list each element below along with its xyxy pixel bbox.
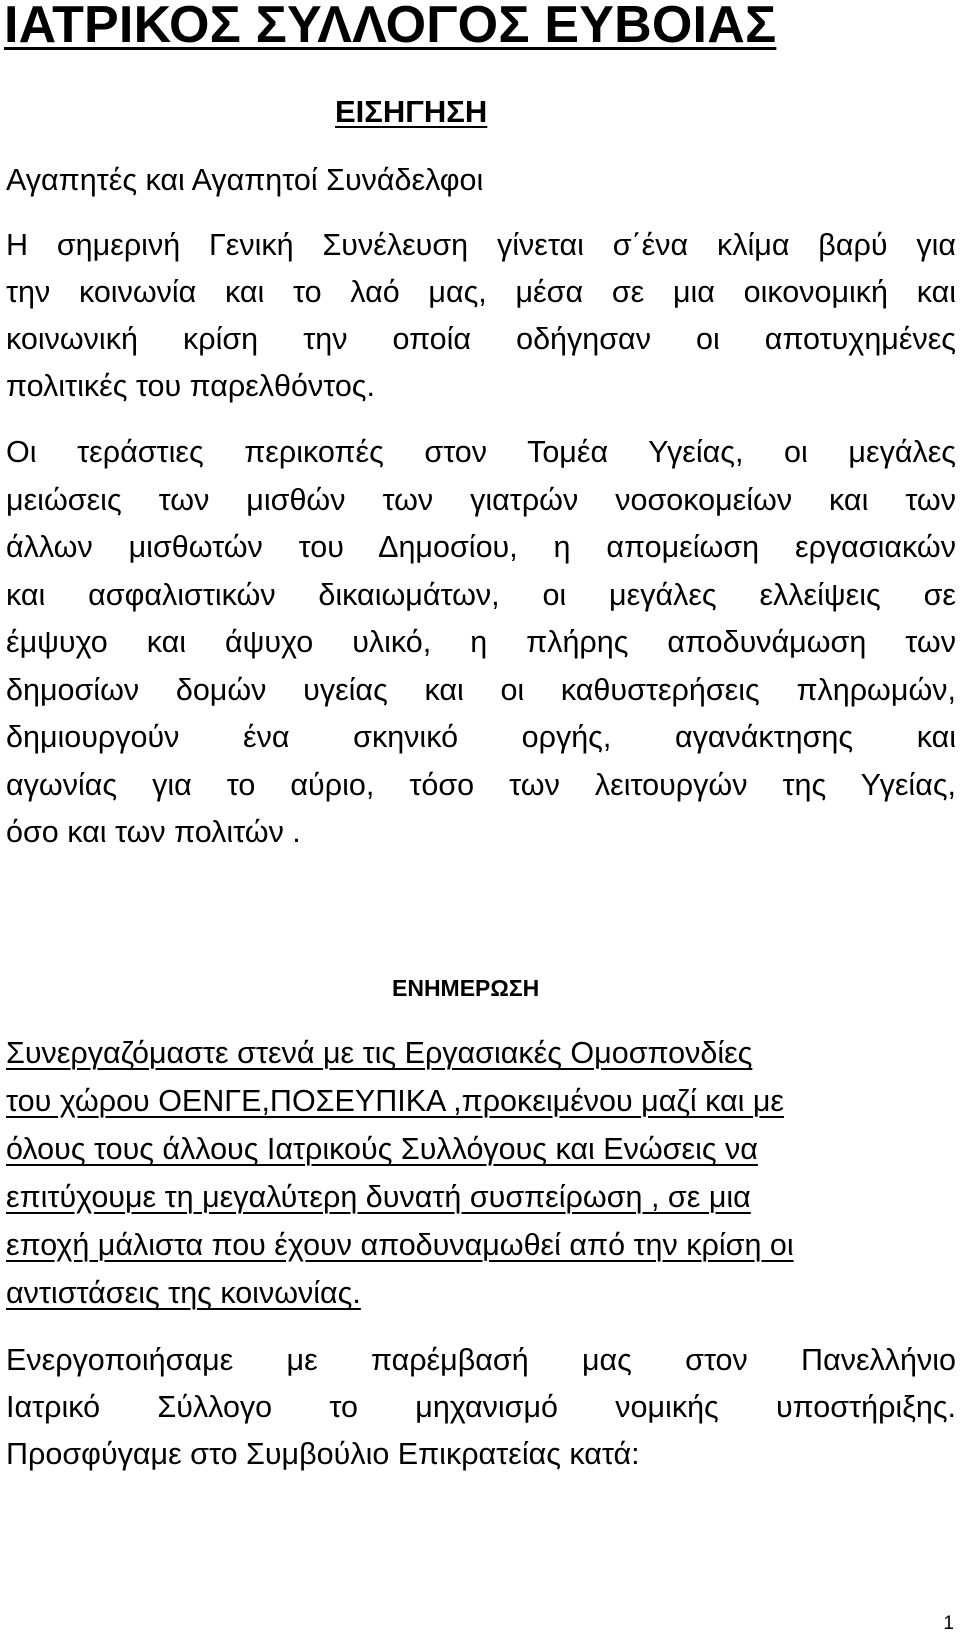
text-line: αντιστάσεις της κοινωνίας. — [6, 1276, 361, 1310]
text-line: δημιουργούν ένα σκηνικό οργής, αγανάκτησης και — [6, 720, 956, 754]
text-line: επιτύχουμε τη μεγαλύτερη δυνατή συσπείρωση , σε μια — [6, 1180, 751, 1214]
page-number: 1 — [943, 1613, 954, 1634]
text-line: άλλων μισθωτών του Δημοσίου, η απομείωση εργασιακών — [6, 530, 956, 564]
text-line: Η σημερινή Γενική Συνέλευση γίνεται σ΄ένα κλίμα βαρύ για — [6, 228, 956, 262]
text-line: κοινωνική κρίση την οποία οδήγησαν οι αποτυχημένες — [6, 322, 956, 356]
salutation: Αγαπητές και Αγαπητοί Συνάδελφοι — [6, 163, 484, 197]
text-line: δημοσίων δομών υγείας και οι καθυστερήσεις πληρωμών, — [6, 673, 956, 707]
text-line: Ενεργοποιήσαμε με παρέμβασή μας στον Πανελλήνιο — [6, 1343, 956, 1377]
text-line: μειώσεις των μισθών των γιατρών νοσοκομείων και των — [6, 483, 956, 517]
text-line: Ιατρικό Σύλλογο το μηχανισμό νομικής υποστήριξης. — [6, 1390, 956, 1424]
document-title: ΙΑΤΡΙΚΟΣ ΣΥΛΛΟΓΟΣ ΕΥΒΟΙΑΣ — [4, 0, 777, 54]
text-line: Συνεργαζόμαστε στενά με τις Εργασιακές Ομοσπονδίες — [6, 1036, 753, 1070]
text-line: αγωνίας για το αύριο, τόσο των λειτουργών της Υγείας, — [6, 768, 956, 802]
text-line: εποχή μάλιστα που έχουν αποδυναμωθεί από την κρίση οι — [6, 1228, 794, 1262]
text-line: και ασφαλιστικών δικαιωμάτων, οι μεγάλες ελλείψεις σε — [6, 578, 956, 612]
text-line: Οι τεράστιες περικοπές στον Τομέα Υγείας, οι μεγάλες — [6, 435, 956, 469]
text-line: του χώρου ΟΕΝΓΕ,ΠΟΣΕΥΠΙΚΑ ,προκειμένου μαζί και με — [6, 1084, 785, 1118]
section-heading-eisigisi: ΕΙΣΗΓΗΣΗ — [335, 94, 488, 129]
text-line: Προσφύγαμε στο Συμβούλιο Επικρατείας κατά: — [6, 1437, 640, 1471]
section-heading-enimerosi: ΕΝΗΜΕΡΩΣΗ — [392, 975, 540, 1001]
text-line: πολιτικές του παρελθόντος. — [6, 369, 375, 403]
text-line: όσο και των πολιτών . — [6, 815, 301, 849]
text-line: όλους τους άλλους Ιατρικούς Συλλόγους και Ενώσεις να — [6, 1132, 758, 1166]
text-line: την κοινωνία και το λαό μας, μέσα σε μια οικονομική και — [6, 275, 956, 309]
text-line: έμψυχο και άψυχο υλικό, η πλήρης αποδυνάμωση των — [6, 625, 956, 659]
